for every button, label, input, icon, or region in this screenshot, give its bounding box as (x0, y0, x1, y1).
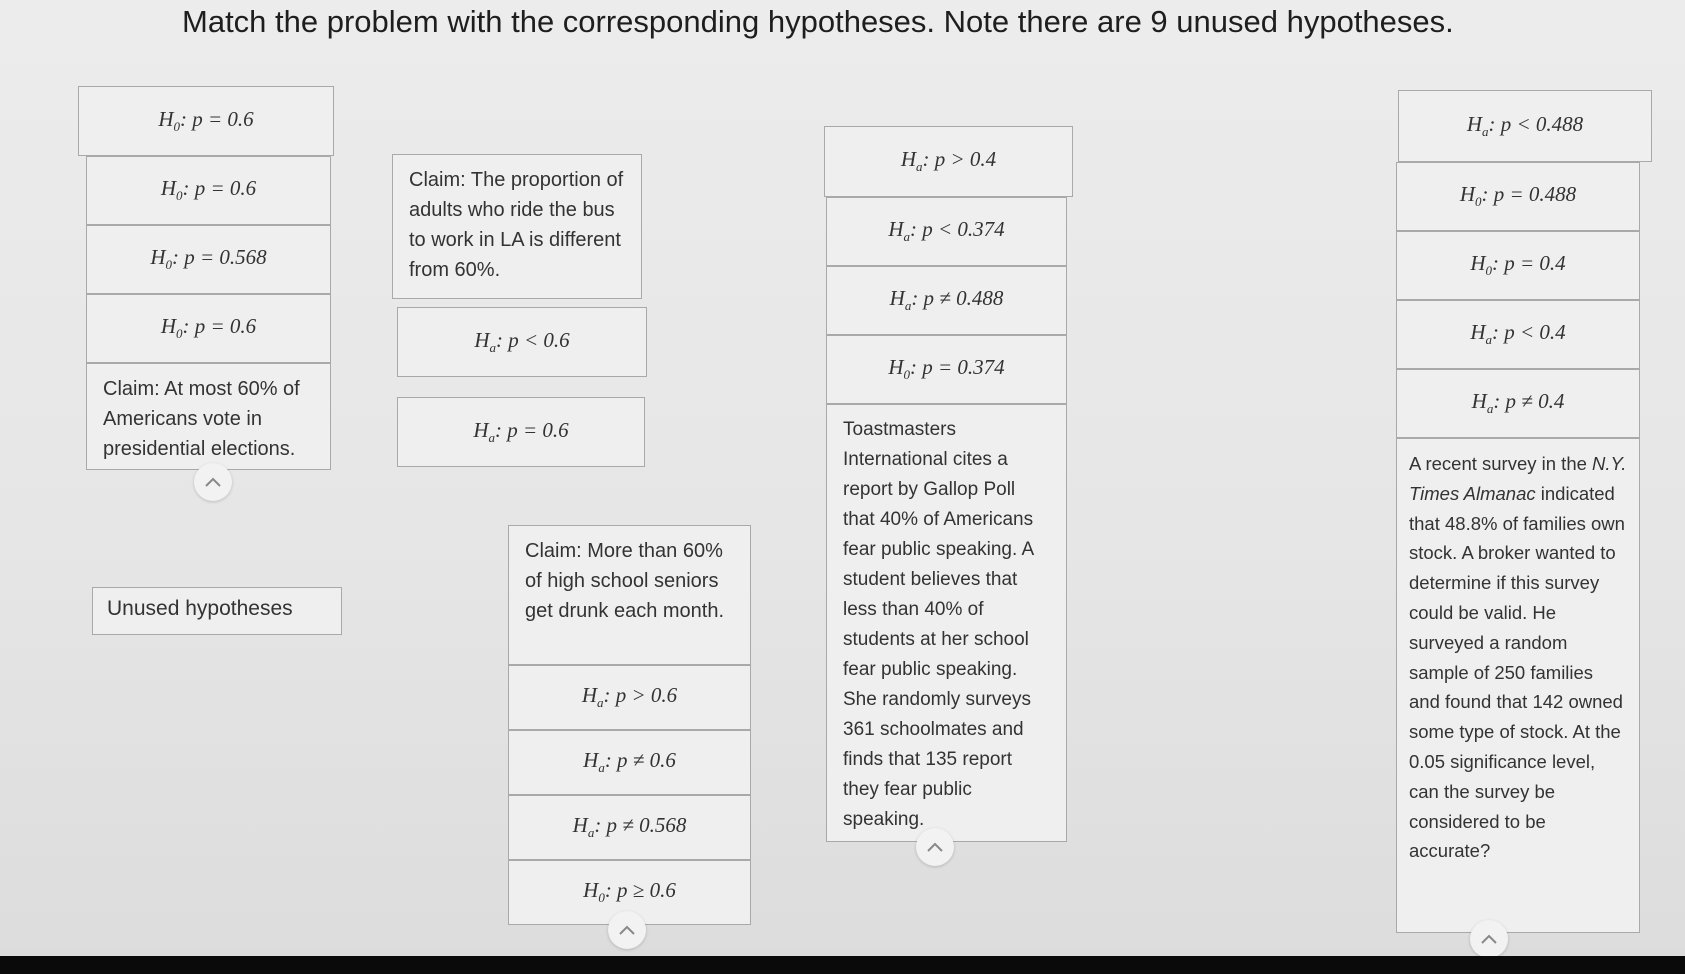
hypothesis-text: $H_a$: p < 0.374 (888, 217, 1005, 245)
hypothesis-text: $H_0$: p = 0.374 (888, 355, 1005, 383)
collapse-button[interactable] (1470, 920, 1508, 958)
hypothesis-card[interactable] (508, 730, 751, 795)
hypothesis-text: $H_0$: p ≥ 0.6 (583, 878, 676, 906)
collapse-button[interactable] (194, 463, 232, 501)
hypothesis-card[interactable] (824, 126, 1073, 197)
screen-bottom-edge (0, 956, 1685, 974)
hypothesis-text: $H_a$: p > 0.6 (581, 683, 678, 711)
chevron-up-icon (1480, 933, 1498, 945)
chevron-up-icon (618, 924, 636, 936)
hypothesis-text: $H_a$: p > 0.4 (900, 147, 997, 175)
hypothesis-text: $H_a$: p ≠ 0.488 (889, 286, 1004, 314)
hypothesis-card[interactable] (78, 86, 334, 156)
problem-claim-card: Claim: At most 60% of Americans vote in presidential elections. (86, 363, 331, 470)
hypothesis-text: $H_0$: p = 0.6 (160, 176, 257, 204)
hypothesis-card[interactable] (397, 397, 645, 467)
hypothesis-text: $H_0$: p = 0.488 (1459, 182, 1577, 210)
hypothesis-text: $H_a$: p = 0.6 (473, 417, 569, 446)
hypothesis-text: $H_a$: p ≠ 0.568 (572, 813, 687, 841)
unused-hypotheses-zone[interactable]: Unused hypotheses (92, 587, 342, 635)
hypothesis-card[interactable] (86, 156, 331, 225)
problem-claim-text: A recent survey in the N.Y. Times Almanac indicated that 48.8% of families own stock. A broker wanted to determine if this survey could be valid. He surveyed a random sample of 250 families and found that 142 owned some type of stock. At the 0.05 significance level, can the survey be considered to be accurate? (1409, 453, 1627, 862)
collapse-button[interactable] (608, 911, 646, 949)
problem-stack-4 (826, 197, 1067, 842)
hypothesis-card[interactable] (508, 665, 751, 730)
hypothesis-card[interactable] (1396, 300, 1640, 369)
problem-stack-3 (508, 525, 751, 925)
problem-stack-5 (1396, 162, 1640, 933)
problem-claim-card: Toastmasters International cites a report by Gallop Poll that 40% of Americans fear public speaking. A student believes that less than 40% of students at her school fear public speaking. She randomly surveys 361 schoolmates and finds that 135 report they fear public speaking. (826, 404, 1067, 842)
hypothesis-text: $H_0$: p = 0.6 (160, 314, 257, 342)
hypothesis-card[interactable] (397, 307, 647, 377)
hypothesis-text: $H_0$: p = 0.4 (1470, 251, 1566, 279)
chevron-up-icon (204, 476, 222, 488)
hypothesis-card[interactable] (826, 335, 1067, 404)
hypothesis-text: $H_0$: p = 0.6 (158, 106, 254, 135)
hypothesis-text: $H_0$: p = 0.568 (150, 245, 267, 273)
problem-stack-1 (86, 156, 331, 470)
collapse-button[interactable] (916, 828, 954, 866)
hypothesis-text: $H_a$: p < 0.488 (1466, 111, 1584, 140)
problem-claim-card: Claim: More than 60% of high school seniors get drunk each month. (508, 525, 751, 665)
hypothesis-card[interactable] (1396, 162, 1640, 231)
hypothesis-text: $H_a$: p < 0.4 (1470, 320, 1566, 348)
page-title: Match the problem with the corresponding hypotheses. Note there are 9 unused hypotheses. (182, 4, 1454, 39)
hypothesis-card[interactable] (86, 294, 331, 363)
hypothesis-card[interactable] (826, 266, 1067, 335)
hypothesis-text: $H_a$: p ≠ 0.6 (583, 748, 676, 776)
chevron-up-icon (926, 841, 944, 853)
problem-claim-card: Claim: The proportion of adults who ride the bus to work in LA is different from 60%. (392, 154, 642, 299)
hypothesis-card[interactable] (1398, 90, 1652, 162)
hypothesis-text: $H_a$: p < 0.6 (474, 327, 570, 356)
hypothesis-card[interactable] (1396, 369, 1640, 438)
hypothesis-text: $H_a$: p ≠ 0.4 (1471, 389, 1565, 417)
hypothesis-card[interactable] (508, 795, 751, 860)
hypothesis-card[interactable] (826, 197, 1067, 266)
problem-claim-card (1396, 438, 1640, 933)
hypothesis-card[interactable] (86, 225, 331, 294)
hypothesis-card[interactable] (1396, 231, 1640, 300)
